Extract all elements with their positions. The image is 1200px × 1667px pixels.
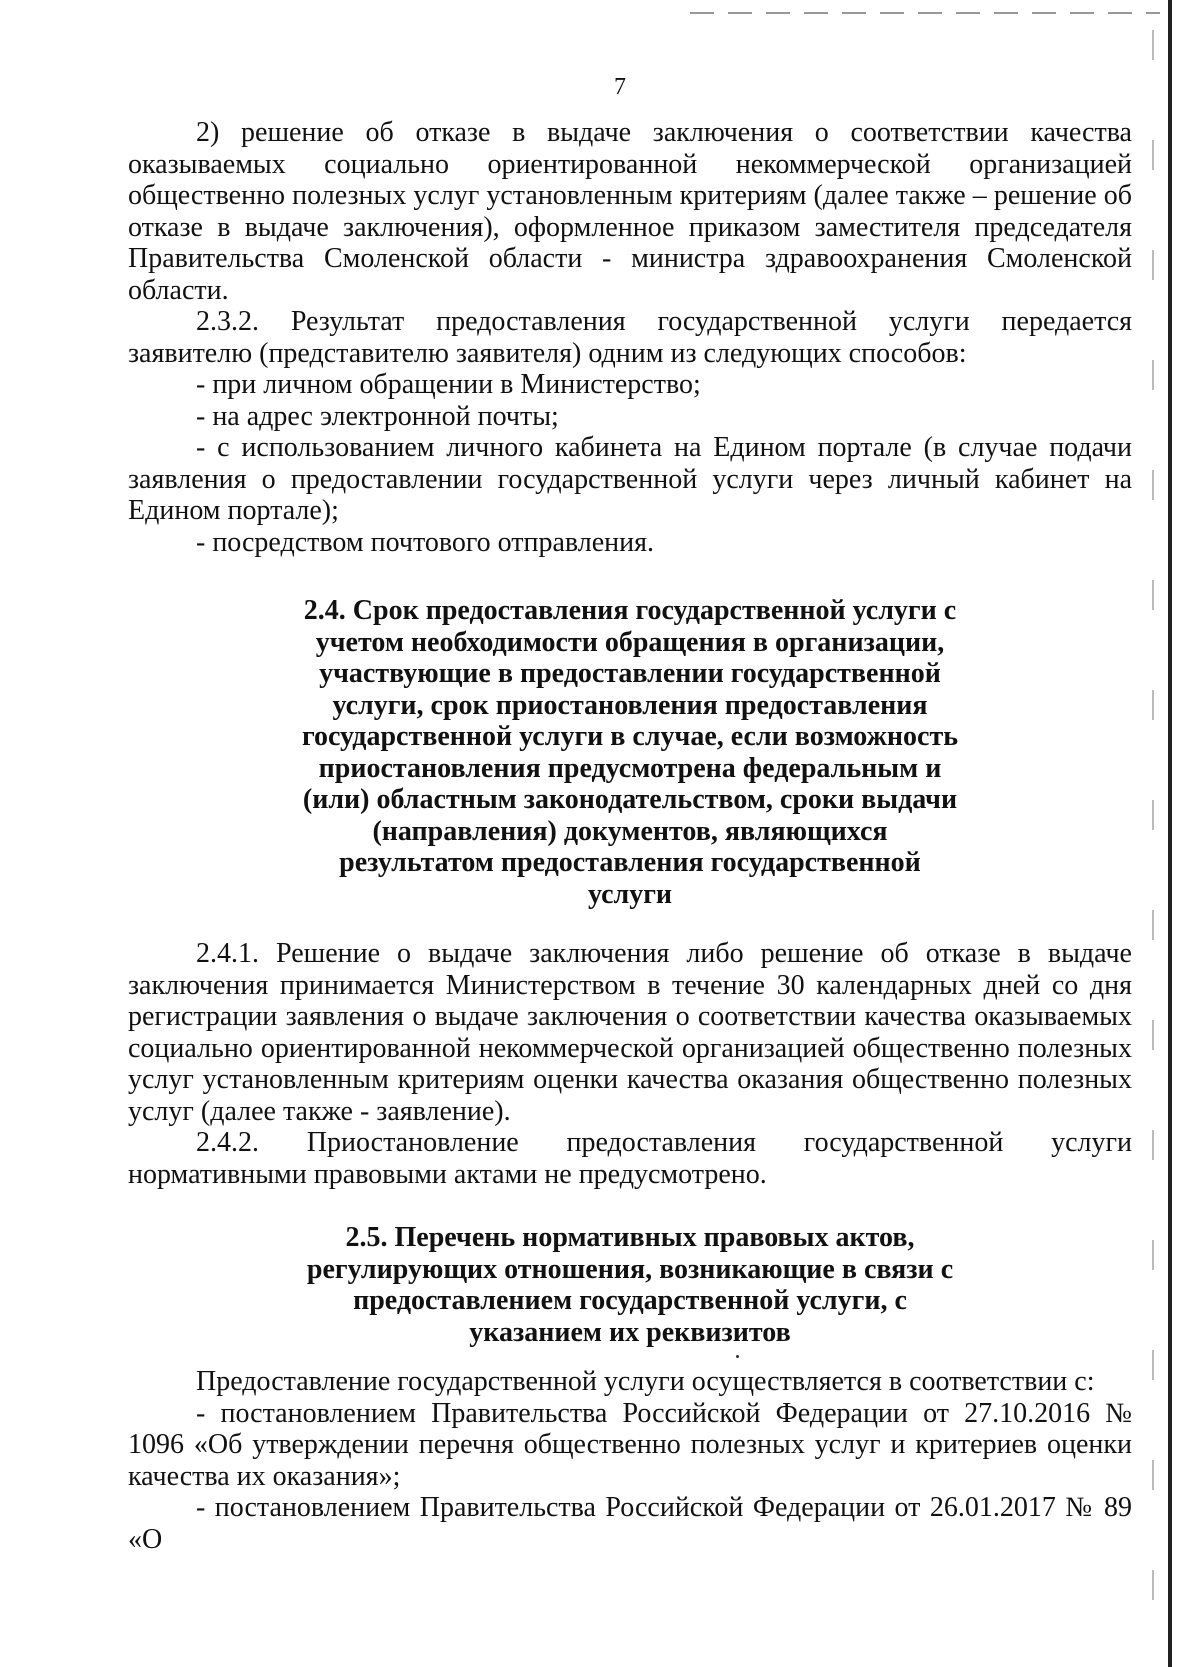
list-item-unified-portal: - с использованием личного кабинета на Едином портале (в случае подачи заявления о предоставлении государственной услуги через личный кабинет на Едином портале);: [128, 432, 1132, 526]
page-number: 7: [614, 74, 626, 100]
heading-line: учетом необходимости обращения в организации,: [315, 626, 945, 658]
heading-line: услуги: [587, 878, 673, 910]
heading-line: услуги, срок приостановления предоставления: [332, 689, 928, 721]
heading-line: участвующие в предоставлении государственной: [319, 658, 941, 689]
scan-dot-artifact: [736, 1355, 739, 1358]
section-heading-2-4: [128, 595, 1132, 910]
heading-line: указанием их реквизитов: [469, 1316, 791, 1348]
paragraph-2-4-1: 2.4.1. Решение о выдаче заключения либо решение об отказе в выдаче заключения принимается Министерством в течение 30 календарных дней со дня регистрации заявления о выдаче заключения о соответствии качества оказываемых социально ориентированной некоммерческой организацией общественно полезных услуг установленным критериям оценки качества оказания общественно полезных услуг (далее также - заявление).: [128, 938, 1132, 1127]
section-heading-2-5: [128, 1222, 1132, 1348]
list-item-email: - на адрес электронной почты;: [196, 400, 559, 432]
heading-line: результатом предоставления государственной: [339, 847, 921, 878]
scan-edge-artifact: [690, 12, 1160, 14]
paragraph-2-3-2: 2.3.2. Результат предоставления государственной услуги передается заявителю (представителю заявителя) одним из следующих способов:: [128, 306, 1132, 369]
section-2-4-text: [128, 938, 1132, 1190]
heading-line: 2.5. Перечень нормативных правовых актов,: [345, 1222, 915, 1253]
heading-line: регулирующих отношения, возникающие в связи с: [306, 1253, 954, 1285]
heading-line: 2.4. Срок предоставления государственной услуги с: [303, 595, 957, 626]
list-item-personal-visit: - при личном обращении в Министерство;: [196, 369, 701, 400]
list-item-decree-1096: - постановлением Правительства Российской Федерации от 27.10.2016 № 1096 «Об утверждении перечня общественно полезных услуг и критериев оценки качества их оказания»;: [128, 1397, 1132, 1492]
heading-line: (или) областным законодательством, сроки выдачи: [302, 784, 958, 815]
list-item-decree-89: - постановлением Правительства Российской Федерации от 26.01.2017 № 89 «О: [128, 1492, 1132, 1555]
list-item-postal: - посредством почтового отправления.: [196, 526, 655, 558]
heading-line: (направления) документов, являющихся: [372, 815, 888, 847]
heading-line: предоставлением государственной услуги, с: [353, 1285, 907, 1316]
heading-line: приостановления предусмотрена федеральным и: [318, 752, 942, 784]
section-2-3-text: [128, 117, 1132, 558]
heading-line: государственной услуги в случае, если возможность: [301, 721, 959, 752]
paragraph-legal-basis-intro: Предоставление государственной услуги осуществляется в соответствии с:: [196, 1366, 1095, 1397]
scan-edge-marks: [1152, 30, 1154, 1650]
section-2-5-text: [128, 1366, 1132, 1555]
scan-border-line: [1168, 0, 1172, 1667]
paragraph-2-4-2: 2.4.2. Приостановление предоставления государственной услуги нормативными правовыми актами не предусмотрено.: [128, 1127, 1132, 1190]
paragraph-refusal-decision: 2) решение об отказе в выдаче заключения о соответствии качества оказываемых социально ориентированной некоммерческой организацией общественно полезных услуг установленным критериям (далее также – решение об отказе в выдаче заключения), оформленное приказом заместителя председателя Правительства Смоленской области - министра здравоохранения Смоленской области.: [128, 117, 1132, 306]
